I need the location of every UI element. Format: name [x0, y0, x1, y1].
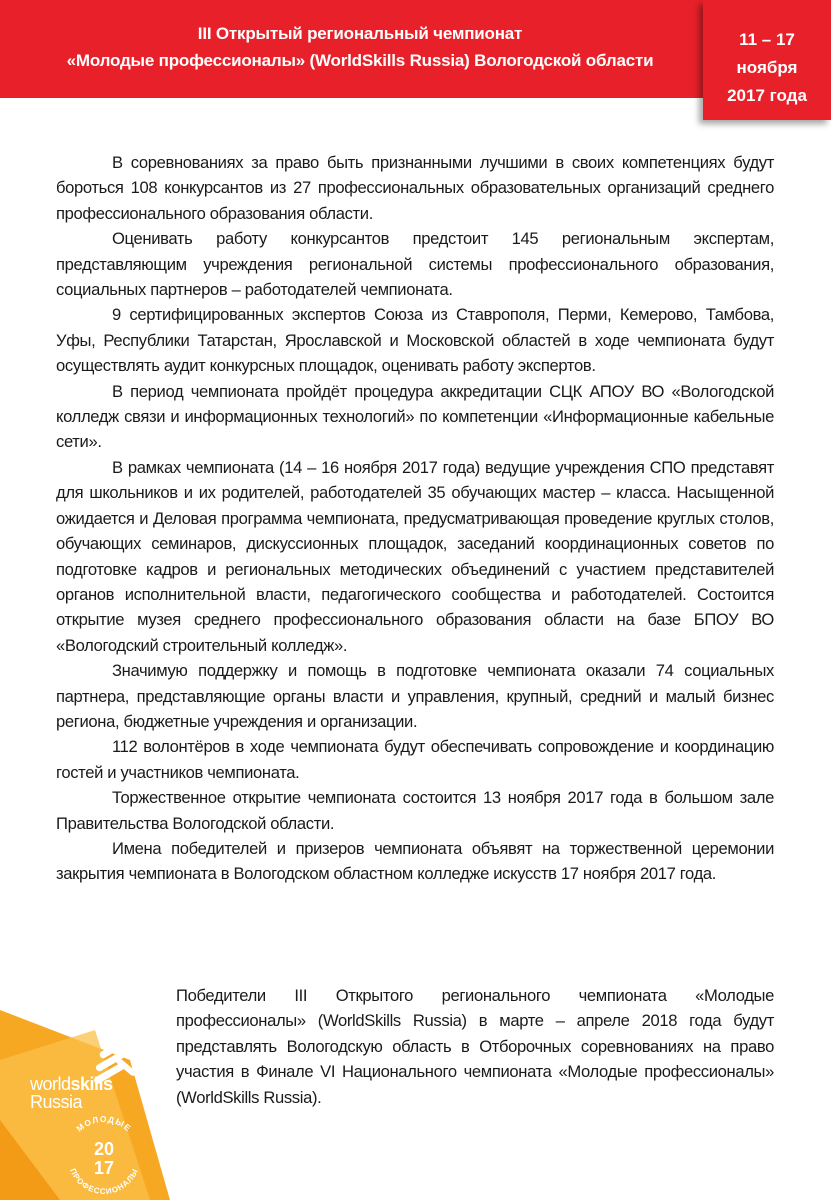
svg-text:МОЛОДЫЕ: [74, 1114, 133, 1134]
seal-year-top: 20: [93, 1139, 115, 1159]
header-title-line1: III Открытый региональный чемпионат: [197, 24, 523, 43]
closing-paragraph: Победители III Открытого регионального чемпионата «Молодые профессионалы» (WorldSkills Russia) в марте – апреле 2018 года будут представлять Вологодскую область в Отборочных соревнованиях на право участия в Финале VI Национального чемпионата «Молодые профессионалы» (WorldSkills Russia).: [176, 986, 774, 1107]
paragraph: Значимую поддержку и помощь в подготовке чемпионата оказали 74 социальных партнера, представляющие органы власти и управления, крупный, средний и малый бизнес региона, бюджетные учреждения и организации.: [56, 661, 774, 731]
paragraph: В рамках чемпионата (14 – 16 ноября 2017 года) ведущие учреждения СПО представят для школьников и их родителей, работодателей 35 обучающих мастер – класса. Насыщенной ожидается и Деловая программа чемпионата, предусматривающая проведение круглых столов, обучающих семинаров, дискуссионных площадок, заседаний координационных советов по подготовке кадров и региональных методических объединений с участием представителей органов исполнительной власти, педагогического сообщества и работодателей. Состоится открытие музея среднего профессионального образования области на базе БПОУ ВО «Вологодский строительный колледж».: [56, 457, 774, 655]
paragraph: В соревнованиях за право быть признанными лучшими в своих компетенциях будут бороться 108 конкурсантов из 27 профессиональных образовательных организаций среднего профессионального образования области.: [56, 153, 774, 223]
logo-russia: Russia: [30, 1092, 83, 1112]
paragraph: В период чемпионата пройдёт процедура аккредитации СЦК АПОУ ВО «Вологодской колледж связи и информационных технологий» по компетенции «Информационные кабельные сети».: [56, 381, 774, 452]
header-date: [717, 26, 817, 110]
date-line3: 2017 года: [727, 86, 807, 105]
date-line2: ноября: [736, 58, 798, 77]
header-title: [40, 20, 680, 74]
paragraph: 112 волонтёров в ходе чемпионата будут обеспечивать сопровождение и координацию гостей и участников чемпионата.: [56, 737, 774, 782]
paragraph: 9 сертифицированных экспертов Союза из Ставрополя, Перми, Кемерово, Тамбова, Уфы, Республики Татарстан, Ярославской и Московской областей в ходе чемпионата будут осуществлять аудит конкурсных площадок, оценивать работу экспертов.: [56, 305, 774, 376]
logo-skills: skills: [70, 1074, 113, 1094]
logo-world: world: [30, 1074, 71, 1094]
seal-bottom-text: ПРОФЕССИОНАЛЫ: [68, 1166, 140, 1197]
seal-top-text: МОЛОДЫЕ: [74, 1113, 134, 1134]
article-body: [56, 150, 774, 887]
paragraph: Оценивать работу конкурсантов предстоит 145 региональным экспертам, представляющим учреждения региональной системы профессионального образования, социальных партнеров – работодателей чемпионата.: [56, 229, 774, 300]
paragraph: Имена победителей и призеров чемпионата объявят на торжественной церемонии закрытия чемпионата в Вологодском областном колледже искусств 17 ноября 2017 года.: [56, 838, 774, 884]
paragraph: Торжественное открытие чемпионата состоится 13 ноября 2017 года в большом зале Правительства Вологодской области.: [56, 788, 774, 833]
date-line1: 11 – 17: [739, 30, 795, 49]
young-professionals-seal-icon: [56, 1112, 152, 1200]
header-title-line2: «Молодые профессионалы» (WorldSkills Russia) Вологодской области: [66, 51, 654, 70]
seal-year-bottom: 17: [93, 1158, 115, 1178]
